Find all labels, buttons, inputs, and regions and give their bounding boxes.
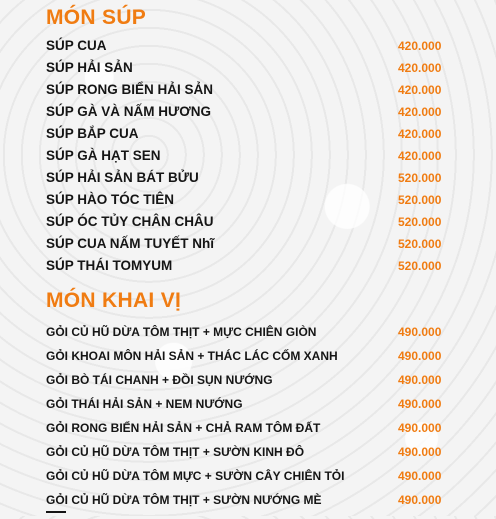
section-title-appetizer: MÓN KHAI VỊ xyxy=(46,289,182,312)
dish-name: GỎI CỦ HŨ DỪA TÔM MỰC + SƯỜN CÂY CHIÊN TỎI xyxy=(46,469,345,483)
menu-item xyxy=(0,373,496,393)
dish-name: GỎI CỦ HŨ DỪA TÔM THỊT + MỰC CHIÊN GIÒN xyxy=(46,325,317,339)
dish-name: SÚP HÀO TÓC TIÊN xyxy=(46,192,175,207)
menu-item xyxy=(0,349,496,369)
dish-price: 420.000 xyxy=(398,39,442,53)
menu-item xyxy=(0,493,496,513)
dish-price: 420.000 xyxy=(398,149,442,163)
dish-name: SÚP GÀ HẠT SEN xyxy=(46,148,161,163)
dish-price: 520.000 xyxy=(398,215,442,229)
dish-name: GỎI KHOAI MÔN HẢI SẢN + THÁC LÁC CỐM XANH xyxy=(46,349,338,363)
menu-item xyxy=(0,469,496,489)
dish-name: SÚP ÓC TỦY CHÂN CHÂU xyxy=(46,214,214,229)
dish-name: SÚP THÁI TOMYUM xyxy=(46,258,173,273)
dish-price: 490.000 xyxy=(398,373,442,387)
dish-name: SÚP RONG BIỂN HẢI SẢN xyxy=(46,82,214,97)
menu-item xyxy=(0,38,496,58)
dish-price: 490.000 xyxy=(398,493,442,507)
dish-price: 420.000 xyxy=(398,105,442,119)
menu-item xyxy=(0,148,496,168)
dish-name: SÚP HẢI SẢN xyxy=(46,60,133,75)
dish-name: GỎI THÁI HẢI SẢN + NEM NƯỚNG xyxy=(46,397,243,411)
menu-item xyxy=(0,397,496,417)
dish-name: SÚP BẮP CUA xyxy=(46,126,139,141)
menu-item xyxy=(0,236,496,256)
menu-item xyxy=(0,126,496,146)
section-title-soup: MÓN SÚP xyxy=(46,6,147,29)
dish-name: GỎI RONG BIỂN HẢI SẢN + CHẢ RAM TÔM ĐẤT xyxy=(46,421,321,435)
dish-name: SÚP CUA NẤM TUYẾT Nhĩ xyxy=(46,236,215,251)
menu-item xyxy=(0,192,496,212)
dish-price: 420.000 xyxy=(398,83,442,97)
menu-item xyxy=(0,170,496,190)
menu-item xyxy=(0,445,496,465)
dish-price: 520.000 xyxy=(398,193,442,207)
dish-name: GỎI CỦ HŨ DỪA TÔM THỊT + SƯỜN KINH ĐÔ xyxy=(46,445,305,459)
dish-price: 490.000 xyxy=(398,325,442,339)
dish-price: 420.000 xyxy=(398,61,442,75)
dish-price: 490.000 xyxy=(398,445,442,459)
menu-item xyxy=(0,258,496,278)
dish-price: 490.000 xyxy=(398,469,442,483)
dish-price: 420.000 xyxy=(398,127,442,141)
dish-price: 520.000 xyxy=(398,171,442,185)
menu-item xyxy=(0,421,496,441)
cut-off-next-item xyxy=(46,511,66,519)
menu-item xyxy=(0,325,496,345)
dish-name: SÚP HẢI SẢN BÁT BỬU xyxy=(46,170,199,185)
dish-price: 490.000 xyxy=(398,349,442,363)
dish-price: 520.000 xyxy=(398,259,442,273)
dish-name: GỎI CỦ HŨ DỪA TÔM THỊT + SƯỜN NƯỚNG MÈ xyxy=(46,493,322,507)
menu-item xyxy=(0,82,496,102)
dish-price: 490.000 xyxy=(398,421,442,435)
dish-name: GỎI BÒ TÁI CHANH + ĐỒI SỤN NƯỚNG xyxy=(46,373,273,387)
menu-item xyxy=(0,104,496,124)
dish-price: 490.000 xyxy=(398,397,442,411)
dish-price: 520.000 xyxy=(398,237,442,251)
menu-item xyxy=(0,214,496,234)
menu-item xyxy=(0,60,496,80)
dish-name: SÚP GÀ VÀ NẤM HƯƠNG xyxy=(46,104,211,119)
dish-name: SÚP CUA xyxy=(46,38,107,53)
